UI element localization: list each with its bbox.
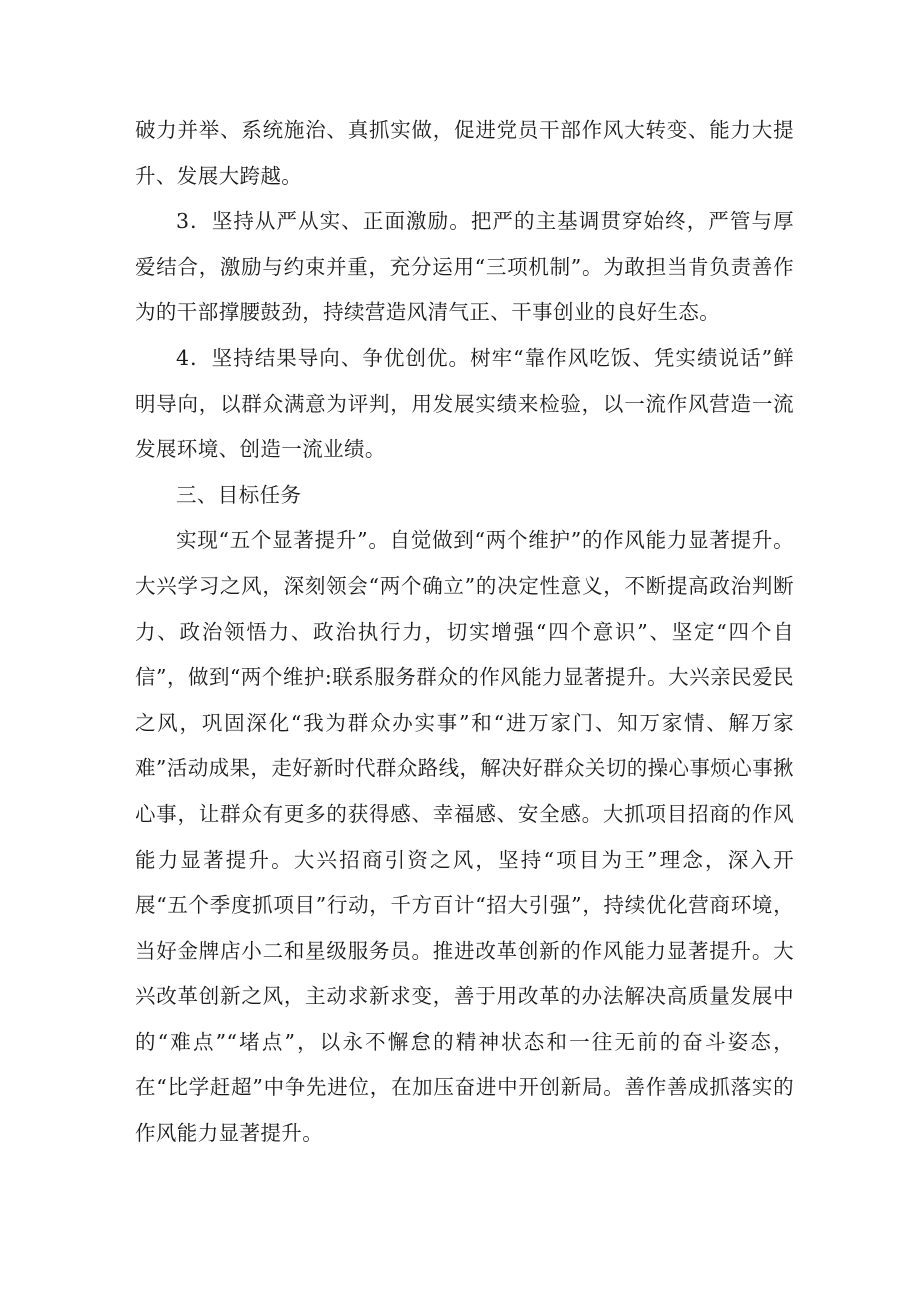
paragraph-item-4: 4．坚持结果导向、争优创优。树牢“靠作风吃饭、凭实绩说话”鲜明导向，以群众满意为评判，用发展实绩来检验，以一流作风营造一流发展环境、创造一流业绩。 <box>135 345 794 462</box>
section-heading: 三、目标任务 <box>176 482 302 507</box>
paragraph-item-3: 3．坚持从严从实、正面激励。把严的主基调贯穿始终，严管与厚爱结合，激励与约束并重，充分运用“三项机制”。为敢担当肯负责善作为的干部撑腰鼓劲，持续营造风清气正、干事创业的良好生态。 <box>135 209 794 325</box>
paragraph-goals: 实现“五个显著提升”。自觉做到“两个维护”的作风能力显著提升。大兴学习之风，深刻领会“两个确立”的决定性意义，不断提高政治判断力、政治领悟力、政治执行力，切实增强“四个意识”、坚定“四个自信”，做到“两个维护:联系服务群众的作风能力显著提升。大兴亲民爱民之风，巩固深化“我为群众办实事”和“进万家门、知万家情、解万家难”活动成果，走好新时代群众路线，解决好群众关切的操心事烦心事揪心事，让群众有更多的获得感、幸福感、安全感。大抓项目招商的作风能力显著提升。大兴招商引资之风，坚持“项目为王”理念，深入开展“五个季度抓项目”行动，千方百计“招大引强”，持续优化营商环境，当好金牌店小二和星级服务员。推进改革创新的作风能力显著提升。大兴改革创新之风，主动求新求变，善于用改革的办法解决高质量发展中的“难点”“堵点”，以永不懈怠的精神状态和一往无前的奋斗姿态，在“比学赶超”中争先进位，在加压奋进中开创新局。善作善成抓落实的作风能力显著提升。 <box>135 528 794 1146</box>
paragraph-continuation: 破力并举、系统施治、真抓实做，促进党员干部作风大转变、能力大提升、发展大跨越。 <box>135 118 794 188</box>
